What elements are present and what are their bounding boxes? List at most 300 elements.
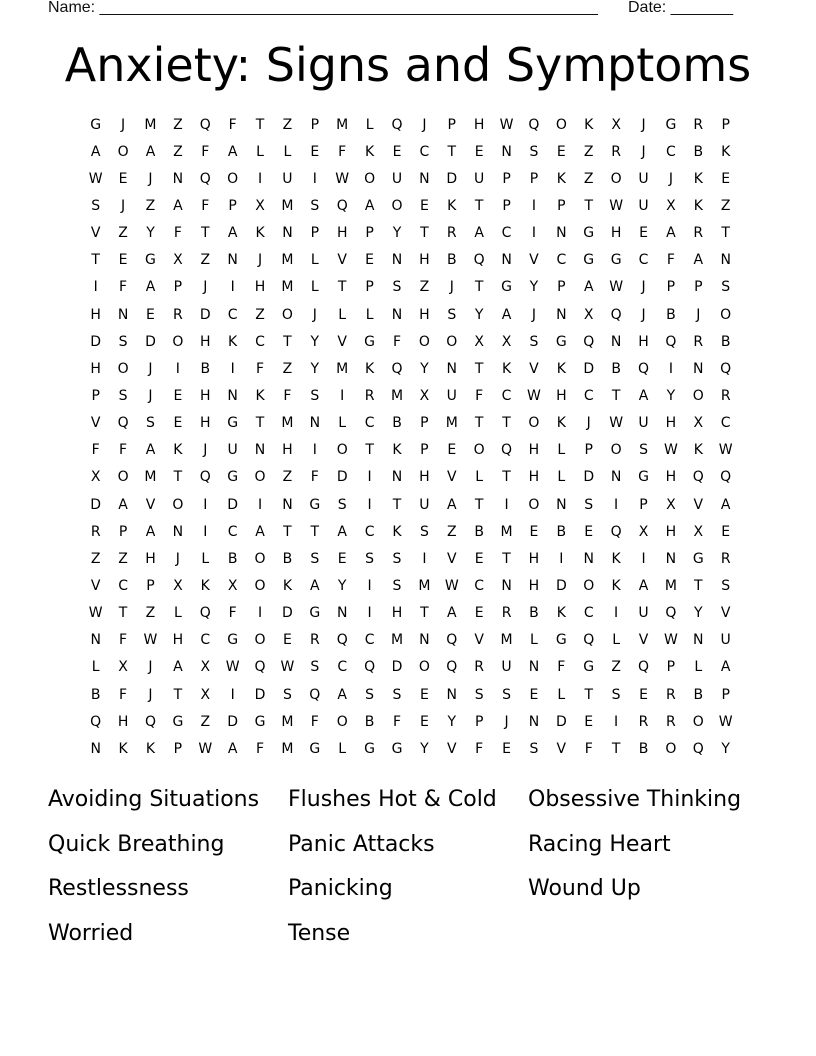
grid-letter: K (173, 442, 183, 459)
grid-letter: I (422, 550, 427, 567)
grid-letter: K (556, 170, 566, 187)
grid-letter: I (531, 225, 537, 242)
grid-letter: E (556, 143, 566, 160)
grid-letter: Q (391, 360, 403, 377)
grid-letter: A (501, 306, 512, 323)
grid-letter: A (227, 740, 238, 757)
grid-letter: Q (309, 686, 321, 703)
grid-letter: A (474, 225, 484, 242)
grid-letter: E (721, 523, 731, 540)
grid-letter: X (666, 496, 676, 513)
date-field-label: Date: _______ (628, 0, 733, 16)
grid-letter: N (172, 523, 184, 540)
grid-letter: W (143, 632, 158, 649)
grid-letter: C (255, 333, 265, 350)
grid-letter: E (639, 225, 648, 242)
grid-letter: X (255, 197, 265, 214)
grid-letter: E (419, 713, 429, 730)
grid-letter: P (721, 686, 730, 703)
grid-letter: Q (692, 740, 704, 757)
grid-letter: U (638, 415, 649, 432)
grid-letter: P (420, 415, 429, 432)
grid-letter: N (665, 550, 677, 567)
grid-letter: H (665, 415, 677, 432)
grid-row (82, 600, 740, 627)
grid-letter: Z (118, 550, 128, 567)
grid-letter: I (367, 496, 372, 513)
grid-letter: D (446, 170, 458, 187)
letter-grid (82, 111, 740, 762)
grid-letter: K (611, 577, 621, 594)
grid-letter: M (418, 577, 431, 594)
word-list-item: Racing Heart (528, 831, 671, 857)
grid-letter: Q (637, 360, 650, 377)
grid-letter: O (610, 442, 622, 459)
grid-letter: B (227, 550, 238, 567)
grid-letter: O (446, 333, 458, 350)
grid-letter: B (666, 306, 676, 323)
grid-letter: G (638, 469, 649, 486)
grid-letter: A (145, 143, 156, 160)
grid-letter: T (337, 279, 347, 296)
grid-letter: N (117, 306, 129, 323)
grid-letter: N (556, 225, 567, 242)
grid-letter: Q (199, 170, 211, 187)
grid-letter: G (172, 713, 184, 730)
grid-letter: P (502, 170, 511, 187)
grid-letter: S (419, 523, 429, 540)
grid-letter: T (474, 496, 484, 513)
grid-letter: E (474, 143, 484, 160)
grid-letter: Z (583, 170, 594, 187)
grid-letter: H (172, 632, 184, 649)
grid-letter: V (90, 577, 101, 594)
grid-letter: A (173, 659, 183, 676)
grid-letter: S (392, 550, 402, 567)
grid-letter: P (228, 197, 237, 214)
grid-letter: Q (199, 605, 211, 622)
grid-letter: G (309, 496, 321, 513)
grid-letter: J (148, 387, 153, 404)
grid-letter: C (474, 577, 485, 594)
grid-letter: X (419, 387, 430, 404)
grid-letter: W (609, 279, 624, 296)
grid-letter: D (336, 469, 348, 486)
grid-letter: S (91, 197, 101, 214)
grid-letter: F (338, 143, 347, 160)
grid-letter: Q (583, 632, 595, 649)
grid-row (82, 165, 740, 192)
grid-letter: N (90, 740, 101, 757)
grid-letter: O (610, 170, 622, 187)
grid-letter: G (227, 632, 239, 649)
grid-letter: K (200, 577, 210, 594)
grid-letter: J (531, 306, 537, 323)
grid-letter: E (474, 550, 484, 567)
grid-letter: F (119, 279, 128, 296)
grid-letter: Y (694, 605, 703, 622)
grid-letter: B (282, 550, 293, 567)
grid-letter: Q (364, 659, 376, 676)
grid-letter: X (693, 523, 704, 540)
grid-letter: B (474, 523, 484, 540)
grid-letter: U (501, 659, 512, 676)
grid-letter: Q (665, 333, 677, 350)
grid-letter: T (255, 116, 265, 133)
grid-letter: P (666, 659, 676, 676)
grid-row (82, 654, 740, 681)
grid-letter: G (145, 252, 156, 269)
grid-letter: J (641, 306, 646, 323)
grid-letter: F (584, 740, 593, 757)
grid-letter: R (446, 225, 457, 242)
grid-letter: T (420, 605, 429, 622)
grid-letter: D (90, 333, 102, 350)
grid-letter: A (227, 143, 238, 160)
grid-letter: E (502, 740, 511, 757)
grid-letter: R (364, 387, 375, 404)
grid-letter: O (692, 387, 704, 404)
grid-letter: B (611, 360, 621, 377)
grid-letter: H (528, 550, 540, 567)
grid-letter: X (227, 577, 238, 594)
grid-letter: B (200, 360, 211, 377)
grid-letter: P (365, 225, 374, 242)
grid-letter: P (557, 279, 566, 296)
grid-letter: O (254, 632, 266, 649)
grid-letter: S (118, 387, 128, 404)
grid-letter: V (90, 415, 101, 432)
grid-letter: C (583, 605, 594, 622)
grid-letter: X (118, 659, 128, 676)
grid-letter: J (257, 252, 263, 269)
grid-letter: I (367, 577, 372, 594)
grid-letter: K (584, 116, 594, 133)
grid-letter: C (364, 523, 375, 540)
grid-row (82, 410, 740, 437)
grid-letter: M (281, 740, 294, 757)
grid-letter: Q (199, 469, 211, 486)
grid-letter: H (610, 225, 622, 242)
grid-letter: Y (420, 740, 429, 757)
grid-letter: L (310, 252, 319, 269)
grid-letter: S (146, 415, 155, 432)
grid-letter: Q (254, 659, 266, 676)
grid-letter: N (720, 252, 731, 269)
grid-letter: M (390, 632, 404, 649)
grid-letter: V (720, 605, 731, 622)
grid-letter: H (199, 333, 211, 350)
grid-letter: Z (90, 550, 101, 567)
grid-letter: W (499, 116, 514, 133)
grid-letter: V (446, 550, 457, 567)
grid-letter: L (557, 442, 566, 459)
grid-letter: P (529, 170, 539, 187)
grid-letter: R (90, 523, 101, 540)
grid-letter: F (256, 360, 265, 377)
word-list-item: Restlessness (48, 876, 189, 901)
grid-letter: Q (391, 116, 403, 133)
grid-letter: Q (610, 523, 622, 540)
grid-letter: I (230, 686, 235, 703)
grid-letter: Q (692, 469, 704, 486)
grid-letter: W (609, 197, 624, 214)
grid-letter: T (474, 279, 484, 296)
grid-letter: H (473, 116, 485, 133)
grid-letter: G (583, 252, 595, 269)
grid-letter: S (365, 686, 375, 703)
grid-letter: U (638, 605, 649, 622)
grid-letter: M (336, 360, 349, 377)
grid-letter: L (365, 306, 374, 323)
page-title: Anxiety: Signs and Symptoms (64, 38, 752, 92)
grid-letter: I (93, 279, 98, 296)
grid-letter: E (584, 523, 594, 540)
word-list-item: Wound Up (528, 876, 641, 901)
grid-letter: E (721, 170, 731, 187)
grid-letter: W (88, 605, 103, 622)
grid-row (82, 274, 740, 301)
grid-letter: P (146, 577, 155, 594)
grid-letter: A (446, 496, 457, 513)
grid-letter: N (391, 306, 403, 323)
grid-letter: F (310, 713, 319, 730)
grid-letter: O (528, 496, 540, 513)
grid-letter: H (528, 469, 540, 486)
grid-letter: S (365, 550, 375, 567)
grid-letter: L (338, 306, 347, 323)
grid-letter: E (529, 686, 539, 703)
grid-letter: C (720, 415, 731, 432)
grid-letter: L (173, 605, 182, 622)
grid-letter: H (419, 306, 430, 323)
grid-letter: H (336, 225, 348, 242)
grid-letter: A (720, 496, 731, 513)
grid-letter: Q (117, 415, 129, 432)
grid-letter: P (173, 740, 183, 757)
grid-letter: O (227, 170, 239, 187)
grid-letter: W (198, 740, 213, 757)
grid-letter: N (227, 252, 238, 269)
grid-letter: I (531, 197, 537, 214)
grid-letter: N (556, 306, 567, 323)
grid-letter: J (203, 442, 208, 459)
grid-letter: T (474, 415, 484, 432)
grid-letter: T (584, 197, 593, 214)
grid-letter: Z (145, 605, 156, 622)
grid-letter: T (255, 415, 265, 432)
grid-letter: O (418, 333, 430, 350)
grid-letter: S (337, 496, 347, 513)
grid-letter: G (364, 333, 376, 350)
grid-letter: W (280, 659, 295, 676)
grid-letter: M (500, 632, 513, 649)
grid-letter: H (665, 469, 677, 486)
word-list-item: Avoiding Situations (48, 787, 260, 812)
grid-letter: T (173, 469, 183, 486)
grid-letter: B (556, 523, 567, 540)
grid-row (82, 192, 740, 219)
grid-letter: J (504, 713, 509, 730)
grid-letter: W (609, 415, 624, 432)
grid-letter: N (336, 605, 348, 622)
grid-letter: G (227, 415, 239, 432)
grid-letter: J (449, 279, 454, 296)
grid-letter: O (692, 713, 704, 730)
grid-letter: L (530, 632, 538, 649)
grid-letter: K (118, 740, 128, 757)
grid-letter: G (555, 333, 567, 350)
grid-letter: D (555, 713, 567, 730)
grid-letter: O (172, 496, 184, 513)
grid-letter: P (502, 197, 511, 214)
grid-row (82, 545, 740, 572)
grid-letter: L (557, 686, 566, 703)
grid-letter: O (528, 415, 540, 432)
grid-letter: C (227, 523, 238, 540)
grid-letter: A (583, 279, 594, 296)
grid-letter: J (121, 197, 126, 214)
grid-letter: P (639, 496, 648, 513)
grid-letter: S (310, 659, 320, 676)
grid-letter: B (446, 252, 457, 269)
grid-letter: T (310, 523, 320, 540)
grid-letter: E (447, 442, 457, 459)
grid-row (82, 220, 740, 247)
grid-letter: Q (336, 197, 348, 214)
grid-letter: C (556, 252, 567, 269)
grid-letter: F (475, 387, 484, 404)
grid-letter: U (446, 387, 457, 404)
grid-letter: R (720, 550, 731, 567)
grid-letter: N (501, 143, 512, 160)
grid-letter: H (90, 306, 101, 323)
grid-letter: Q (610, 306, 622, 323)
grid-letter: J (175, 550, 180, 567)
grid-letter: L (557, 469, 566, 486)
grid-letter: R (666, 686, 676, 703)
grid-letter: G (391, 740, 403, 757)
grid-letter: Y (721, 740, 730, 757)
grid-letter: J (148, 360, 153, 377)
grid-letter: I (614, 713, 619, 730)
grid-letter: N (528, 713, 540, 730)
grid-letter: H (391, 605, 403, 622)
grid-letter: H (638, 333, 649, 350)
grid-letter: F (392, 713, 402, 730)
grid-letter: K (501, 360, 512, 377)
word-list-item: Obsessive Thinking (528, 787, 742, 812)
grid-letter: P (721, 116, 730, 133)
grid-letter: T (611, 387, 621, 404)
grid-letter: N (610, 333, 622, 350)
grid-row (82, 627, 740, 654)
grid-letter: N (391, 252, 403, 269)
grid-letter: M (336, 116, 349, 133)
grid-letter: Q (637, 659, 650, 676)
grid-letter: F (666, 252, 675, 269)
grid-letter: P (420, 442, 429, 459)
grid-letter: L (365, 116, 374, 133)
grid-letter: D (282, 605, 293, 622)
grid-letter: N (309, 415, 321, 432)
grid-letter: S (529, 740, 539, 757)
grid-row (82, 301, 740, 328)
grid-letter: M (144, 469, 157, 486)
grid-letter: K (255, 225, 265, 242)
grid-letter: M (144, 116, 157, 133)
grid-letter: Z (419, 279, 430, 296)
grid-letter: O (364, 170, 376, 187)
grid-letter: X (90, 469, 101, 486)
grid-letter: N (693, 360, 704, 377)
grid-letter: E (146, 306, 155, 323)
grid-letter: O (254, 550, 266, 567)
grid-row (82, 138, 740, 165)
grid-letter: A (446, 605, 457, 622)
grid-letter: P (584, 442, 593, 459)
grid-letter: K (693, 197, 703, 214)
grid-letter: Y (310, 360, 320, 377)
grid-letter: A (337, 523, 347, 540)
grid-letter: G (692, 550, 704, 567)
grid-letter: X (611, 116, 621, 133)
grid-letter: X (501, 333, 512, 350)
word-list-item: Worried (48, 920, 134, 946)
grid-letter: S (721, 577, 731, 594)
grid-letter: I (230, 279, 235, 296)
grid-letter: M (390, 387, 404, 404)
grid-letter: T (502, 469, 511, 486)
grid-letter: U (391, 170, 403, 187)
grid-letter: J (696, 306, 701, 323)
name-field-label: Name: ________________________________________________________ (48, 0, 598, 16)
grid-letter: R (720, 387, 731, 404)
grid-letter: V (638, 632, 649, 649)
grid-letter: G (364, 740, 376, 757)
grid-letter: N (446, 360, 458, 377)
grid-row (82, 247, 740, 274)
grid-letter: A (337, 686, 347, 703)
grid-letter: Z (200, 713, 211, 730)
grid-letter: O (117, 469, 129, 486)
grid-letter: C (638, 252, 649, 269)
grid-letter: S (721, 279, 731, 296)
grid-letter: R (693, 116, 704, 133)
grid-letter: F (91, 442, 100, 459)
grid-letter: U (638, 170, 649, 187)
grid-letter: T (694, 577, 703, 594)
grid-letter: S (118, 333, 128, 350)
grid-letter: Q (336, 632, 348, 649)
grid-letter: P (118, 523, 128, 540)
grid-letter: T (584, 686, 593, 703)
grid-row (82, 572, 740, 599)
grid-letter: M (281, 252, 294, 269)
grid-letter: V (337, 252, 347, 269)
grid-letter: E (639, 686, 648, 703)
grid-letter: A (145, 279, 156, 296)
grid-letter: O (336, 713, 348, 730)
grid-letter: J (203, 279, 208, 296)
grid-letter: N (583, 550, 594, 567)
grid-letter: L (310, 279, 319, 296)
grid-letter: L (612, 632, 621, 649)
grid-letter: R (693, 225, 704, 242)
grid-letter: U (282, 170, 293, 187)
grid-letter: F (283, 387, 292, 404)
grid-letter: X (200, 659, 211, 676)
